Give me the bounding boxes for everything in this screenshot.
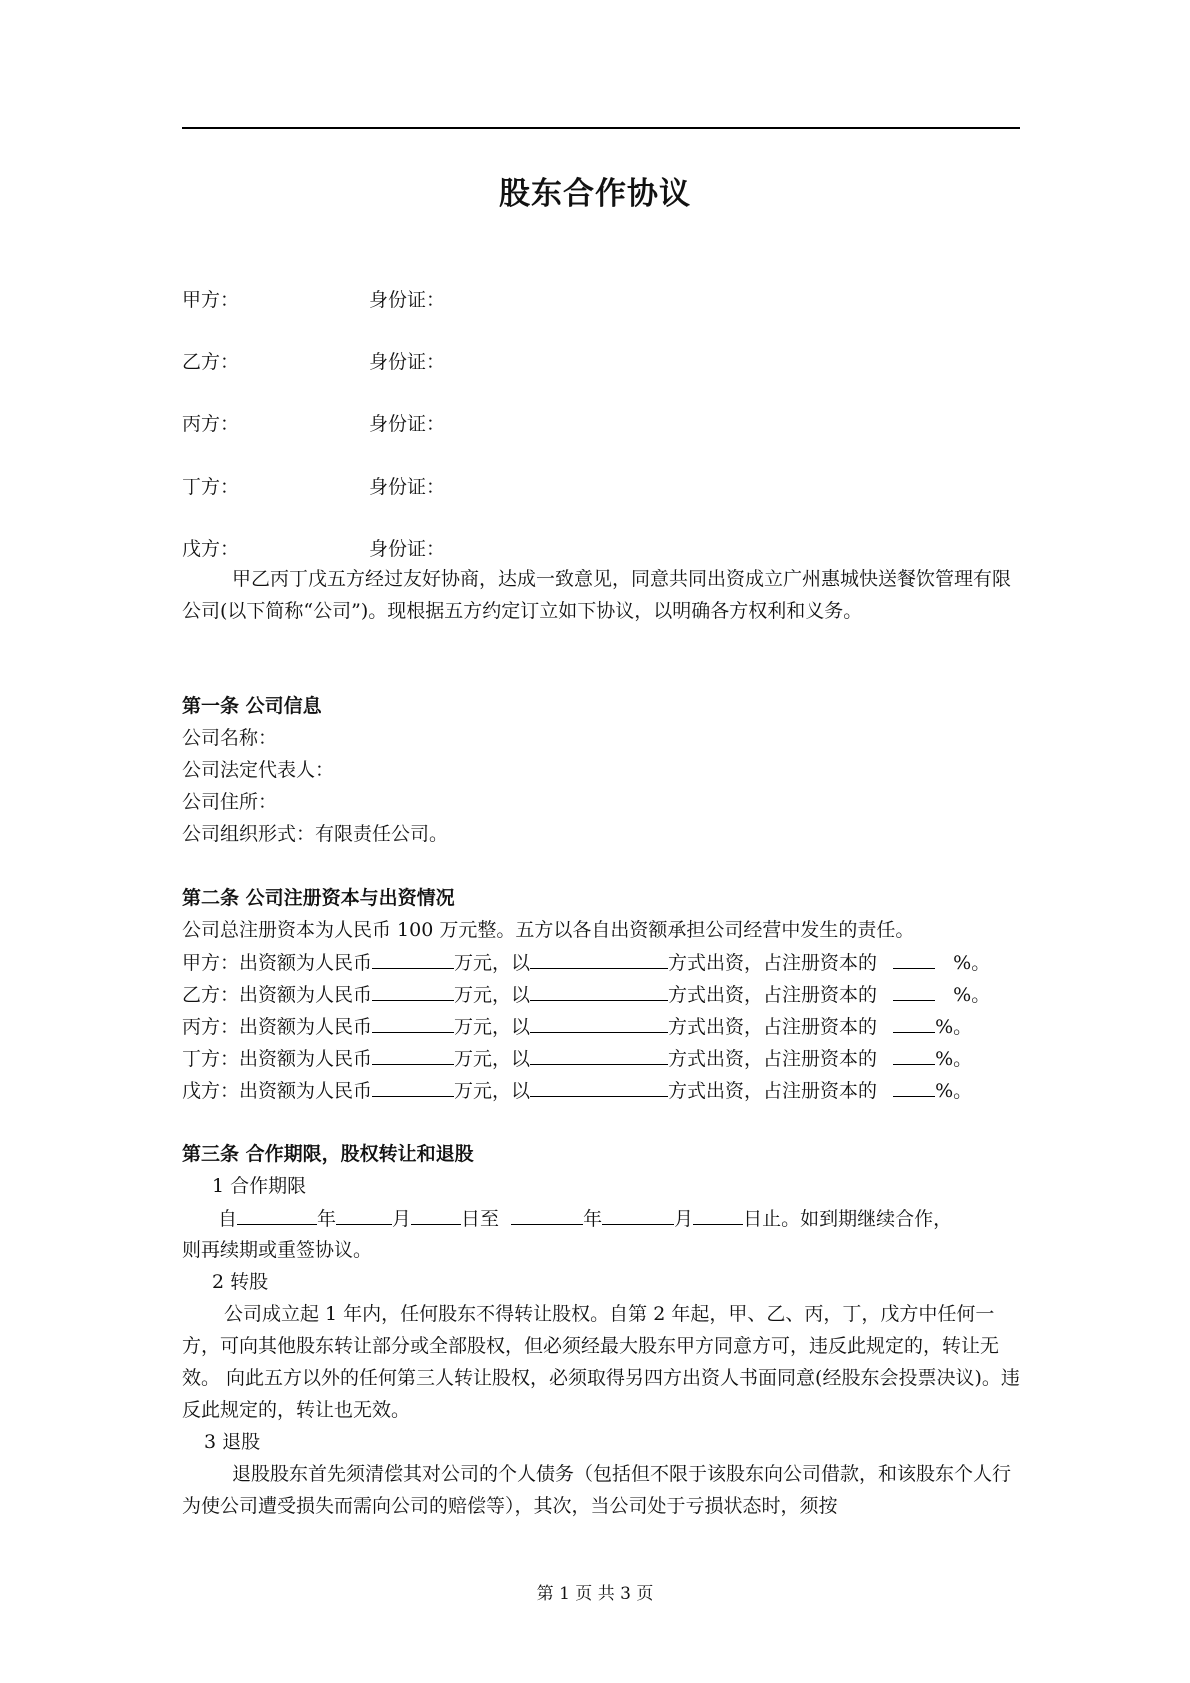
term-from: 自 (218, 1208, 238, 1230)
end-day-blank[interactable] (693, 1202, 743, 1225)
term-year-label: 年 (317, 1208, 337, 1230)
end-month-blank[interactable] (602, 1202, 674, 1225)
percent-sign: %。 (953, 952, 991, 974)
intro-paragraph: 甲乙丙丁戊五方经过友好协商，达成一致意见，同意共同出资成立广州惠城快送餐饮管理有限公司(以下简称“公司”)。现根据五方约定订立如下协议，以明确各方权利和义务。 (182, 568, 1012, 622)
end-year-blank[interactable] (511, 1202, 583, 1225)
percent-blank[interactable] (893, 1074, 935, 1097)
term-line-2: 则再续期或重签协议。 (182, 1239, 373, 1261)
contribution-method: 方式出资，占注册资本的 (668, 1048, 878, 1070)
contribution-party: 丁方：出资额为人民币 (182, 1048, 373, 1070)
contribution-unit: 万元，以 (454, 1016, 531, 1038)
start-day-blank[interactable] (411, 1202, 461, 1225)
method-blank[interactable] (530, 1010, 668, 1033)
company-address-line: 公司住所： (182, 791, 278, 813)
transfer-subheading: 2 转股 (212, 1271, 269, 1293)
amount-blank[interactable] (372, 1010, 454, 1033)
party-id-label: 身份证： (369, 289, 446, 311)
contribution-row (182, 1042, 1020, 1075)
percent-sign: %。 (935, 1080, 973, 1102)
contribution-party: 乙方：出资额为人民币 (182, 984, 373, 1006)
contribution-party: 戊方：出资额为人民币 (182, 1080, 373, 1102)
percent-sign: %。 (935, 1016, 973, 1038)
article-2-heading: 第二条 公司注册资本与出资情况 (182, 887, 455, 909)
contribution-party: 甲方：出资额为人民币 (182, 952, 373, 974)
term-month-label: 月 (392, 1208, 412, 1230)
contribution-unit: 万元，以 (454, 952, 531, 974)
percent-blank[interactable] (893, 1042, 935, 1065)
term-day-label: 日至 (461, 1208, 500, 1230)
contribution-row (182, 946, 1020, 979)
percent-blank[interactable] (893, 978, 935, 1001)
party-row-jia (182, 286, 982, 314)
withdrawal-paragraph: 退股股东首先须清偿其对公司的个人债务（包括但不限于该股东向公司借款，和该股东个人行为使公司遭受损失而需向公司的赔偿等），其次，当公司处于亏损状态时，须按 (182, 1463, 1012, 1517)
party-name: 戊方： (182, 538, 240, 560)
contribution-unit: 万元，以 (454, 1048, 531, 1070)
party-id-label: 身份证： (369, 413, 446, 435)
method-blank[interactable] (530, 1074, 668, 1097)
contribution-method: 方式出资，占注册资本的 (668, 1080, 878, 1102)
party-id-label: 身份证： (369, 476, 446, 498)
contribution-unit: 万元，以 (454, 984, 531, 1006)
article-1-heading: 第一条 公司信息 (182, 695, 322, 717)
article-3-heading: 第三条 合作期限，股权转让和退股 (182, 1143, 474, 1165)
withdrawal-subheading: 3 退股 (204, 1431, 261, 1453)
percent-sign: %。 (935, 1048, 973, 1070)
term-end-text: 日止。如到期继续合作， (743, 1208, 953, 1230)
transfer-paragraph: 公司成立起 1 年内，任何股东不得转让股权。自第 2 年起，甲、乙、丙，丁，戊方中任何一方，可向其他股东转让部分或全部股权，但必须经最大股东甲方同意方可，违反此规定的，转让无效。 向此五方以外的任何第三人转让股权，必须取得另四方出资人书面同意(经股东会投票决议)。违反此规定的，转让也无效。 (182, 1303, 1020, 1421)
contribution-method: 方式出资，占注册资本的 (668, 984, 878, 1006)
contribution-method: 方式出资，占注册资本的 (668, 1016, 878, 1038)
party-id-label: 身份证： (369, 351, 446, 373)
document-title: 股东合作协议 (499, 176, 691, 212)
amount-blank[interactable] (372, 1074, 454, 1097)
percent-blank[interactable] (893, 946, 935, 969)
contribution-row (182, 1074, 1020, 1107)
party-name: 乙方： (182, 351, 240, 373)
party-name: 甲方： (182, 289, 240, 311)
contribution-row (182, 978, 1020, 1011)
start-month-blank[interactable] (336, 1202, 392, 1225)
method-blank[interactable] (530, 946, 668, 969)
term-month-label: 月 (674, 1208, 694, 1230)
contribution-row (182, 1010, 1020, 1043)
percent-blank[interactable] (893, 1010, 935, 1033)
percent-sign: %。 (953, 984, 991, 1006)
header-rule (182, 127, 1020, 129)
term-subheading: 1 合作期限 (212, 1175, 307, 1197)
contribution-method: 方式出资，占注册资本的 (668, 952, 878, 974)
method-blank[interactable] (530, 978, 668, 1001)
legal-rep-line: 公司法定代表人： (182, 759, 335, 781)
amount-blank[interactable] (372, 978, 454, 1001)
party-name: 丁方： (182, 476, 240, 498)
method-blank[interactable] (530, 1042, 668, 1065)
org-form-line: 公司组织形式：有限责任公司。 (182, 823, 449, 845)
party-row-ding (182, 473, 982, 501)
party-row-wu (182, 535, 982, 563)
party-row-yi (182, 348, 982, 376)
term-line (182, 1202, 1056, 1235)
party-id-label: 身份证： (369, 538, 446, 560)
contribution-unit: 万元，以 (454, 1080, 531, 1102)
start-year-blank[interactable] (237, 1202, 317, 1225)
amount-blank[interactable] (372, 1042, 454, 1065)
party-name: 丙方： (182, 413, 240, 435)
party-row-bing (182, 410, 982, 438)
contribution-party: 丙方：出资额为人民币 (182, 1016, 373, 1038)
company-name-line: 公司名称： (182, 727, 278, 749)
capital-summary: 公司总注册资本为人民币 100 万元整。五方以各自出资额承担公司经营中发生的责任。 (182, 919, 915, 941)
term-year-label: 年 (583, 1208, 603, 1230)
page-footer: 第 1 页 共 3 页 (536, 1584, 654, 1604)
amount-blank[interactable] (372, 946, 454, 969)
